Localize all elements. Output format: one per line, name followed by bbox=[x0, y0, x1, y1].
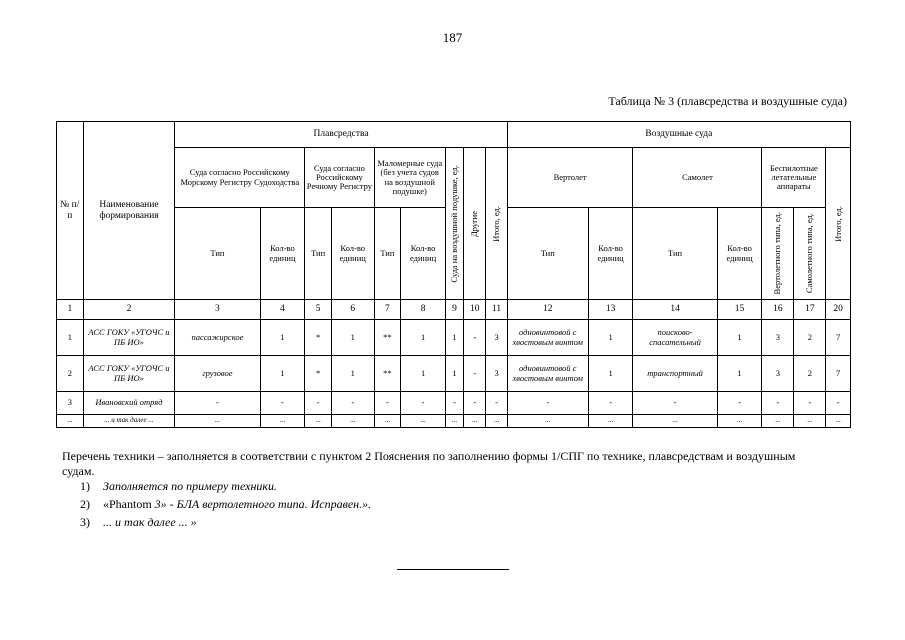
header-river: Суда согласно Российскому Речному Регистру bbox=[305, 148, 374, 208]
table-cell: АСС ГОКУ «УГОЧС и ПБ ИО» bbox=[83, 356, 175, 392]
table-cell: ... bbox=[486, 415, 507, 428]
column-number-cell: 14 bbox=[633, 300, 717, 320]
header-type: Тип bbox=[507, 208, 588, 300]
table-cell: ... bbox=[374, 415, 401, 428]
header-hover: Суда на воздушной подушке, ед. bbox=[448, 164, 459, 283]
list-item-number: 3) bbox=[80, 515, 90, 529]
column-number-row bbox=[57, 300, 851, 320]
table-cell: 1 bbox=[588, 356, 633, 392]
table-cell: 1 bbox=[445, 320, 463, 356]
header-heli: Вертолет bbox=[507, 148, 633, 208]
table-title: Таблица № 3 (плавсредства и воздушные суда) bbox=[608, 94, 847, 108]
column-number-cell: 15 bbox=[717, 300, 762, 320]
column-number-cell: 9 bbox=[445, 300, 463, 320]
table-cell: ... bbox=[507, 415, 588, 428]
column-number-cell: 8 bbox=[401, 300, 446, 320]
table-cell: - bbox=[305, 392, 332, 415]
list-item-number: 2) bbox=[80, 497, 90, 511]
column-number-cell: 7 bbox=[374, 300, 401, 320]
column-number-cell: 3 bbox=[175, 300, 260, 320]
table-cell: ... bbox=[57, 415, 84, 428]
table-cell: ** bbox=[374, 356, 401, 392]
table-cell: - bbox=[260, 392, 305, 415]
footer-divider bbox=[397, 569, 509, 570]
table-cell: ... bbox=[331, 415, 374, 428]
header-name: Наименование формирования bbox=[83, 122, 175, 300]
table-cell: 3 bbox=[57, 392, 84, 415]
table-cell: 1 bbox=[717, 356, 762, 392]
column-number-cell: 4 bbox=[260, 300, 305, 320]
table-cell: поисково-спасательный bbox=[633, 320, 717, 356]
table-cell: - bbox=[507, 392, 588, 415]
table-cell: ... и так далее ... bbox=[83, 415, 175, 428]
table-cell: - bbox=[794, 392, 826, 415]
column-number-cell: 1 bbox=[57, 300, 84, 320]
header-total: Итого, ед. bbox=[491, 205, 501, 242]
table-cell: ... bbox=[633, 415, 717, 428]
header-small: Маломерные суда (без учета судов на воздушной подушке) bbox=[374, 148, 445, 208]
header-qty: Кол-во единиц bbox=[401, 208, 446, 300]
header-uav-heli: Вертолетного типа, ед. bbox=[772, 212, 783, 295]
table-cell: ... bbox=[794, 415, 826, 428]
header-type: Тип bbox=[374, 208, 401, 300]
table-cell: - bbox=[464, 356, 486, 392]
header-qty: Кол-во единиц bbox=[717, 208, 762, 300]
table-cell: 3 bbox=[486, 320, 507, 356]
table-cell: транспортный bbox=[633, 356, 717, 392]
table-cell: ... bbox=[401, 415, 446, 428]
table-cell: 1 bbox=[260, 356, 305, 392]
header-qty: Кол-во единиц bbox=[331, 208, 374, 300]
table-cell: АСС ГОКУ «УГОЧС и ПБ ИО» bbox=[83, 320, 175, 356]
table-cell: ... bbox=[464, 415, 486, 428]
table-cell: 7 bbox=[826, 320, 851, 356]
table-row bbox=[57, 415, 851, 428]
table-cell: 1 bbox=[717, 320, 762, 356]
table-cell: 3 bbox=[486, 356, 507, 392]
table-cell: ... bbox=[260, 415, 305, 428]
table-cell: ... bbox=[762, 415, 794, 428]
header-sea: Суда согласно Российскому Морскому Регистру Судоходства bbox=[175, 148, 305, 208]
list-item bbox=[80, 497, 371, 515]
table-cell: 1 bbox=[331, 356, 374, 392]
header-air: Воздушные суда bbox=[507, 122, 850, 148]
column-number-cell: 11 bbox=[486, 300, 507, 320]
table-cell: одновинтовой с хвостовым винтом bbox=[507, 356, 588, 392]
table-cell: * bbox=[305, 320, 332, 356]
table-cell: ** bbox=[374, 320, 401, 356]
list-item-prefix: «Phantom bbox=[103, 497, 152, 511]
table-cell: - bbox=[588, 392, 633, 415]
table-cell: - bbox=[464, 320, 486, 356]
column-number-cell: 20 bbox=[826, 300, 851, 320]
list-item bbox=[80, 515, 371, 533]
table-cell: - bbox=[331, 392, 374, 415]
column-number-cell: 12 bbox=[507, 300, 588, 320]
header-type: Тип bbox=[175, 208, 260, 300]
table-cell: одновинтовой с хвостовым винтом bbox=[507, 320, 588, 356]
table-cell: грузовое bbox=[175, 356, 260, 392]
column-number-cell: 13 bbox=[588, 300, 633, 320]
header-num: № п/п bbox=[57, 122, 84, 300]
header-type: Тип bbox=[305, 208, 332, 300]
table-cell: ... bbox=[588, 415, 633, 428]
table-row bbox=[57, 392, 851, 415]
list-item-number: 1) bbox=[80, 479, 90, 493]
table-cell: - bbox=[445, 392, 463, 415]
column-number-cell: 17 bbox=[794, 300, 826, 320]
table-cell: 2 bbox=[57, 356, 84, 392]
table-cell: - bbox=[175, 392, 260, 415]
header-plav: Плавсредства bbox=[175, 122, 507, 148]
column-number-cell: 6 bbox=[331, 300, 374, 320]
header-qty: Кол-во единиц bbox=[260, 208, 305, 300]
table-cell: - bbox=[486, 392, 507, 415]
table-cell: 2 bbox=[794, 356, 826, 392]
table-cell: - bbox=[633, 392, 717, 415]
list-item bbox=[80, 479, 371, 497]
column-number-cell: 5 bbox=[305, 300, 332, 320]
table-cell: ... bbox=[175, 415, 260, 428]
table-cell: - bbox=[826, 392, 851, 415]
column-number-cell: 16 bbox=[762, 300, 794, 320]
header-other: Другие bbox=[469, 210, 480, 237]
table-cell: ... bbox=[445, 415, 463, 428]
table-cell: - bbox=[464, 392, 486, 415]
table-cell: 7 bbox=[826, 356, 851, 392]
table-cell: 3 bbox=[762, 356, 794, 392]
column-number-cell: 2 bbox=[83, 300, 175, 320]
header-type: Тип bbox=[633, 208, 717, 300]
equipment-table bbox=[56, 121, 851, 428]
table-cell: - bbox=[717, 392, 762, 415]
table-cell: ... bbox=[826, 415, 851, 428]
table-cell: 3 bbox=[762, 320, 794, 356]
table-cell: 1 bbox=[260, 320, 305, 356]
note-paragraph: Перечень техники – заполняется в соответствии с пунктом 2 Пояснения по заполнению формы 1/СПГ по технике, плавсредствам и воздушным судам. bbox=[62, 449, 796, 478]
table-cell: - bbox=[762, 392, 794, 415]
header-uav: Беспилотные летательные аппараты bbox=[762, 148, 826, 208]
table-cell: ... bbox=[717, 415, 762, 428]
table-cell: 1 bbox=[588, 320, 633, 356]
example-list bbox=[80, 479, 371, 533]
table-cell: * bbox=[305, 356, 332, 392]
table-cell: - bbox=[374, 392, 401, 415]
table-cell: - bbox=[401, 392, 446, 415]
table-cell: пассажирское bbox=[175, 320, 260, 356]
table-cell: Ивановский отряд bbox=[83, 392, 175, 415]
list-item-text: Заполняется по примеру техники. bbox=[103, 479, 278, 493]
column-number-cell: 10 bbox=[464, 300, 486, 320]
page-number: 187 bbox=[442, 30, 463, 45]
table-cell: 2 bbox=[794, 320, 826, 356]
table-cell: 1 bbox=[331, 320, 374, 356]
header-plane: Самолет bbox=[633, 148, 762, 208]
list-item-text: ... и так далее ... » bbox=[103, 515, 197, 529]
table-cell: 1 bbox=[401, 356, 446, 392]
table-row bbox=[57, 320, 851, 356]
header-uav-total: Итого, ед. bbox=[832, 205, 843, 242]
list-item-text: 3» - БЛА вертолетного типа. Исправен.». bbox=[154, 497, 372, 511]
table-cell: 1 bbox=[57, 320, 84, 356]
table-row bbox=[57, 356, 851, 392]
table-cell: 1 bbox=[401, 320, 446, 356]
table-cell: 1 bbox=[445, 356, 463, 392]
table-cell: ... bbox=[305, 415, 332, 428]
header-qty: Кол-во единиц bbox=[588, 208, 633, 300]
header-uav-plane: Самолетного типа, ед. bbox=[804, 213, 815, 294]
